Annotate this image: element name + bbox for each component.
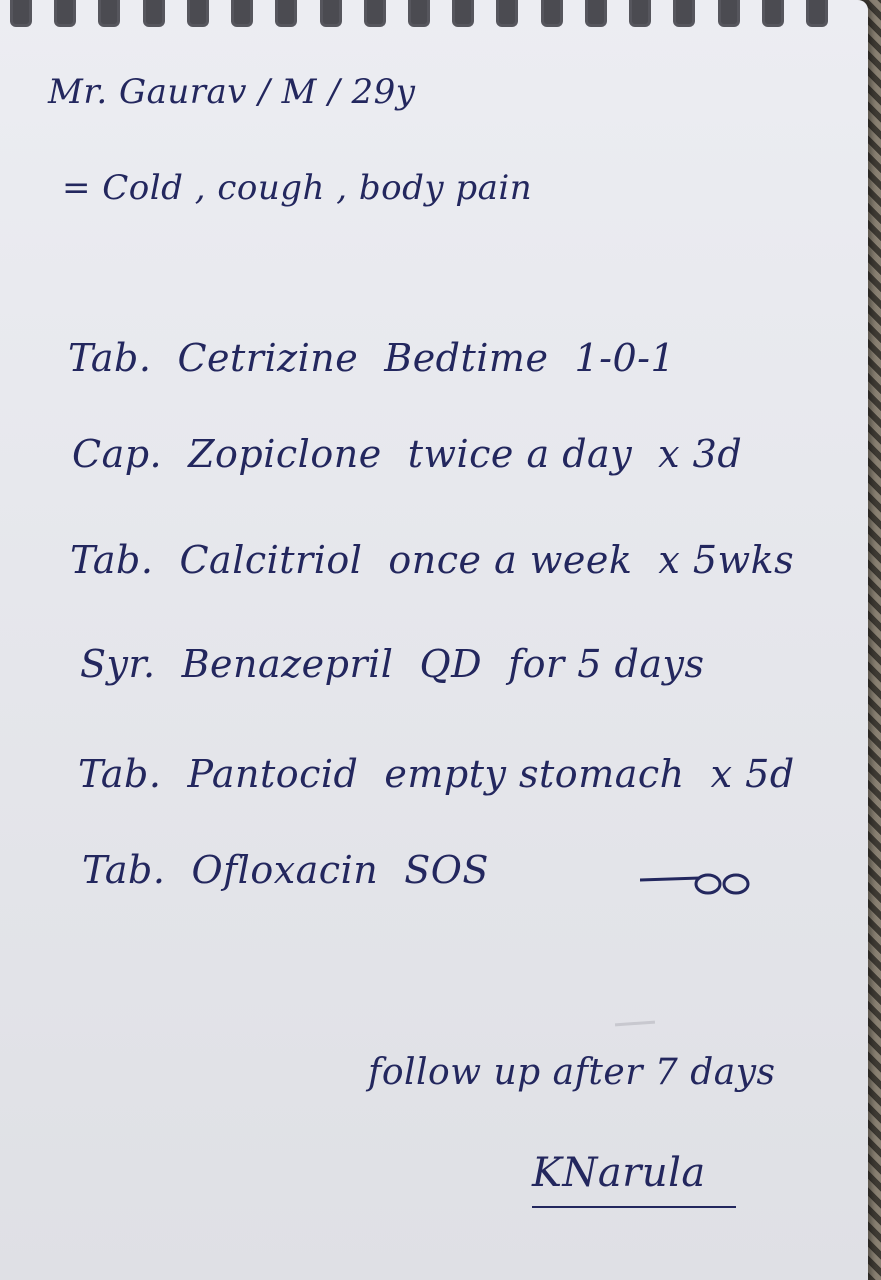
chief-complaints: = Cold , cough , body pain xyxy=(62,168,533,208)
ring xyxy=(585,0,607,27)
drug-form: Tab. xyxy=(68,336,152,380)
drug-instructions: Bedtime xyxy=(384,336,549,380)
patient-header: Mr. Gaurav / M / 29y xyxy=(48,72,416,112)
ring xyxy=(629,0,651,27)
drug-dosage: x 5wks xyxy=(658,538,795,582)
drug-instructions: QD xyxy=(419,642,483,686)
drug-dosage: x 3d xyxy=(658,432,743,476)
ring xyxy=(187,0,209,27)
drug-name: Pantocid xyxy=(187,752,359,796)
ring xyxy=(143,0,165,27)
prescription-row xyxy=(72,432,742,476)
prescription-row xyxy=(68,336,675,380)
drug-name: Benazepril xyxy=(181,642,394,686)
drug-dosage: for 5 days xyxy=(508,642,705,686)
prescription-row xyxy=(82,848,489,892)
drug-form: Tab. xyxy=(70,538,154,582)
ring xyxy=(10,0,32,27)
drug-name: Ofloxacin xyxy=(191,848,379,892)
drug-dosage: x 5d xyxy=(710,752,795,796)
prescription-row xyxy=(80,642,704,686)
ring xyxy=(452,0,474,27)
spiral-binding xyxy=(0,0,868,30)
ring xyxy=(541,0,563,27)
ring xyxy=(364,0,386,27)
doctor-signature: KNarula xyxy=(532,1150,736,1208)
drug-dosage: 1-0-1 xyxy=(574,336,676,380)
ring xyxy=(673,0,695,27)
drug-form: Tab. xyxy=(82,848,166,892)
ring xyxy=(54,0,76,27)
prescription-row xyxy=(70,538,794,582)
ring xyxy=(231,0,253,27)
prescription-row xyxy=(78,752,795,796)
drug-name: Cetrizine xyxy=(177,336,359,380)
drug-name: Zopiclone xyxy=(188,432,382,476)
follow-up-note: follow up after 7 days xyxy=(368,1052,776,1093)
ring xyxy=(762,0,784,27)
drug-form: Syr. xyxy=(80,642,156,686)
drug-form: Cap. xyxy=(72,432,163,476)
ring xyxy=(320,0,342,27)
drug-instructions: empty stomach xyxy=(384,752,685,796)
drug-name: Calcitriol xyxy=(179,538,363,582)
ring xyxy=(806,0,828,27)
ring xyxy=(275,0,297,27)
drug-form: Tab. xyxy=(78,752,162,796)
ring xyxy=(718,0,740,27)
ring xyxy=(496,0,518,27)
drug-instructions: SOS xyxy=(404,848,489,892)
ring xyxy=(408,0,430,27)
ring xyxy=(98,0,120,27)
drug-instructions: once a week xyxy=(388,538,633,582)
drug-instructions: twice a day xyxy=(407,432,633,476)
pen-smudge xyxy=(615,1021,655,1027)
struck-dosage-mark xyxy=(640,860,750,900)
